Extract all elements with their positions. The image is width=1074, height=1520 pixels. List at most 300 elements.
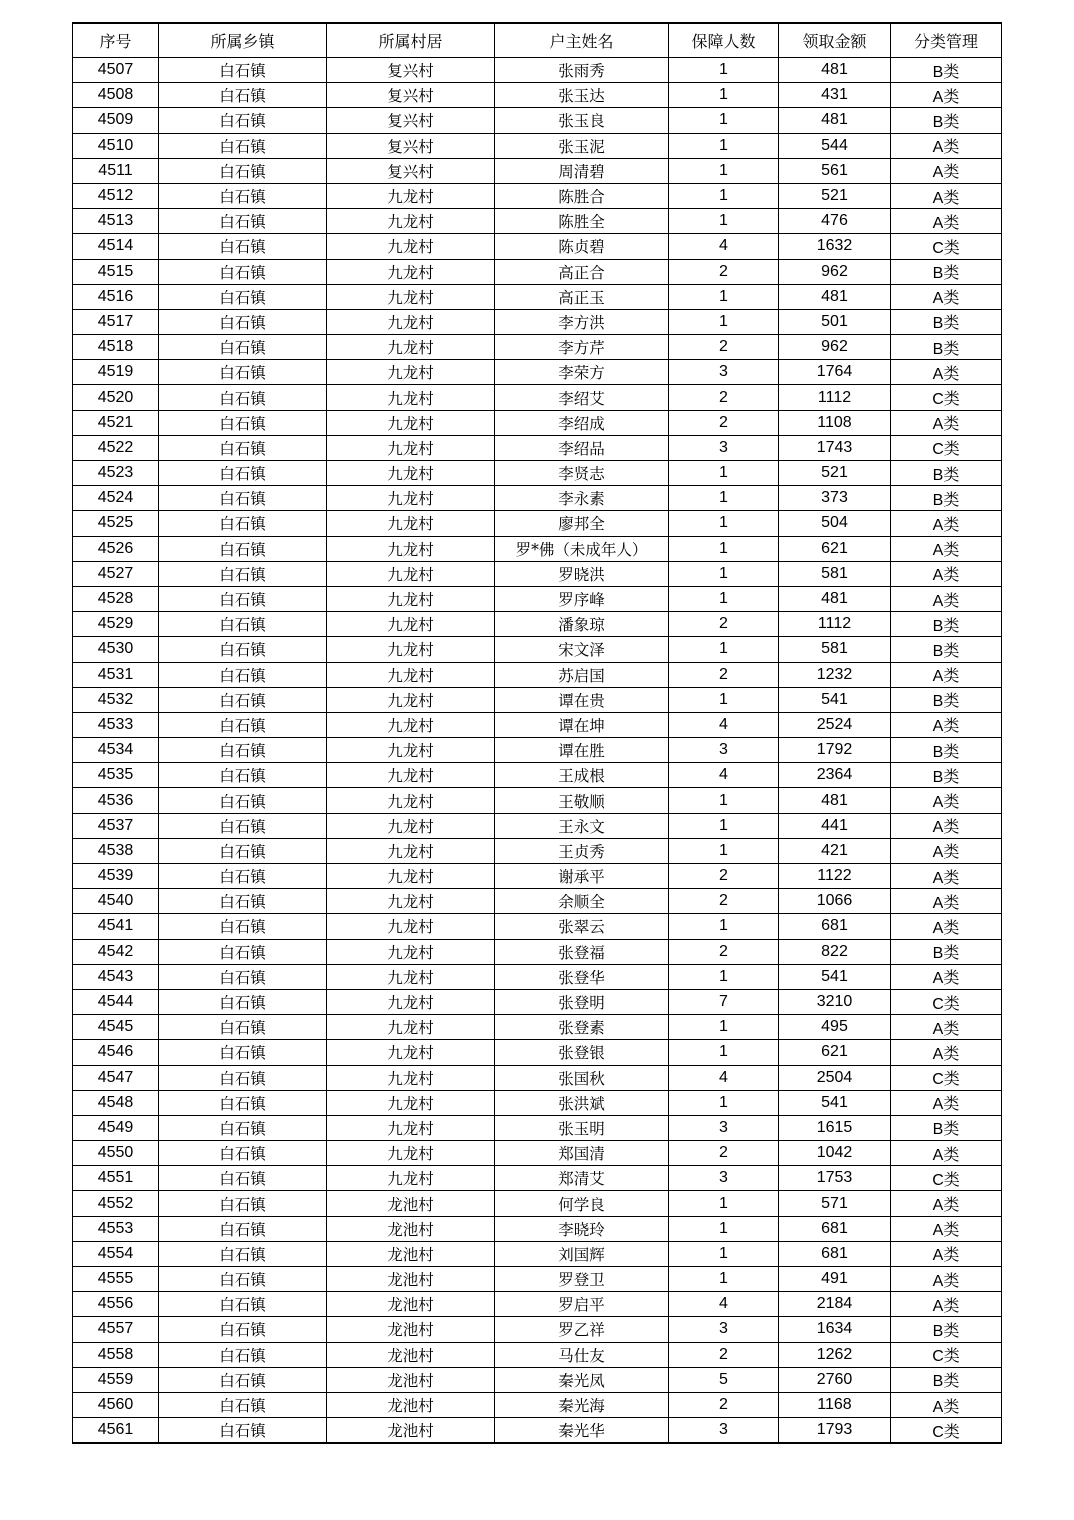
serial-number-cell: 4556 — [73, 1292, 159, 1317]
category-cell: C类 — [891, 435, 1002, 460]
assistance-roster-table — [72, 22, 1002, 1444]
covered-persons-cell: 1 — [669, 183, 779, 208]
township-cell: 白石镇 — [159, 1040, 327, 1065]
township-cell: 白石镇 — [159, 1191, 327, 1216]
serial-number-cell: 4532 — [73, 687, 159, 712]
covered-persons-cell: 4 — [669, 763, 779, 788]
township-cell: 白石镇 — [159, 58, 327, 83]
table-row — [73, 209, 1002, 234]
category-cell: A类 — [891, 1392, 1002, 1417]
village-cell: 九龙村 — [327, 183, 495, 208]
township-cell: 白石镇 — [159, 914, 327, 939]
township-cell: 白石镇 — [159, 410, 327, 435]
table-row — [73, 889, 1002, 914]
township-cell: 白石镇 — [159, 1367, 327, 1392]
householder-name-cell: 廖邦全 — [495, 511, 669, 536]
township-cell: 白石镇 — [159, 1267, 327, 1292]
table-row — [73, 712, 1002, 737]
category-cell: A类 — [891, 284, 1002, 309]
township-cell: 白石镇 — [159, 1216, 327, 1241]
township-cell: 白石镇 — [159, 889, 327, 914]
township-cell: 白石镇 — [159, 83, 327, 108]
township-cell: 白石镇 — [159, 662, 327, 687]
category-cell: B类 — [891, 1367, 1002, 1392]
householder-name-cell: 张翠云 — [495, 914, 669, 939]
township-cell: 白石镇 — [159, 536, 327, 561]
amount-cell: 481 — [779, 108, 891, 133]
amount-cell: 1108 — [779, 410, 891, 435]
householder-name-cell: 张洪斌 — [495, 1090, 669, 1115]
category-cell: A类 — [891, 1015, 1002, 1040]
covered-persons-cell: 1 — [669, 1267, 779, 1292]
township-cell: 白石镇 — [159, 284, 327, 309]
category-cell: A类 — [891, 183, 1002, 208]
serial-number-cell: 4537 — [73, 813, 159, 838]
amount-cell: 1112 — [779, 385, 891, 410]
serial-number-cell: 4520 — [73, 385, 159, 410]
householder-name-cell: 余顺全 — [495, 889, 669, 914]
village-cell: 龙池村 — [327, 1342, 495, 1367]
serial-number-cell: 4521 — [73, 410, 159, 435]
table-header — [73, 23, 1002, 58]
covered-persons-cell: 1 — [669, 1040, 779, 1065]
village-cell: 九龙村 — [327, 813, 495, 838]
householder-name-cell: 何学良 — [495, 1191, 669, 1216]
amount-cell: 822 — [779, 939, 891, 964]
village-cell: 九龙村 — [327, 964, 495, 989]
amount-cell: 561 — [779, 158, 891, 183]
amount-cell: 481 — [779, 586, 891, 611]
amount-cell: 581 — [779, 561, 891, 586]
serial-number-cell: 4525 — [73, 511, 159, 536]
township-cell: 白石镇 — [159, 1065, 327, 1090]
serial-number-cell: 4522 — [73, 435, 159, 460]
serial-number-cell: 4545 — [73, 1015, 159, 1040]
amount-cell: 1168 — [779, 1392, 891, 1417]
householder-name-cell: 秦光海 — [495, 1392, 669, 1417]
category-cell: B类 — [891, 259, 1002, 284]
covered-persons-cell: 1 — [669, 1191, 779, 1216]
covered-persons-cell: 3 — [669, 435, 779, 460]
village-cell: 九龙村 — [327, 209, 495, 234]
amount-cell: 501 — [779, 309, 891, 334]
amount-cell: 481 — [779, 788, 891, 813]
category-cell: A类 — [891, 838, 1002, 863]
village-cell: 复兴村 — [327, 158, 495, 183]
amount-cell: 521 — [779, 183, 891, 208]
category-cell: A类 — [891, 410, 1002, 435]
householder-name-cell: 张登素 — [495, 1015, 669, 1040]
table-row — [73, 637, 1002, 662]
table-row — [73, 158, 1002, 183]
category-cell: A类 — [891, 561, 1002, 586]
covered-persons-cell: 4 — [669, 234, 779, 259]
amount-cell: 681 — [779, 1216, 891, 1241]
amount-cell: 621 — [779, 1040, 891, 1065]
amount-cell: 1615 — [779, 1115, 891, 1140]
category-cell: C类 — [891, 1166, 1002, 1191]
amount-cell: 1066 — [779, 889, 891, 914]
amount-cell: 1122 — [779, 864, 891, 889]
householder-name-cell: 马仕友 — [495, 1342, 669, 1367]
township-cell: 白石镇 — [159, 435, 327, 460]
covered-persons-cell: 2 — [669, 864, 779, 889]
table-row — [73, 1317, 1002, 1342]
covered-persons-cell: 3 — [669, 1418, 779, 1444]
householder-name-cell: 李永素 — [495, 486, 669, 511]
amount-cell: 491 — [779, 1267, 891, 1292]
amount-cell: 1042 — [779, 1141, 891, 1166]
table-row — [73, 536, 1002, 561]
village-cell: 九龙村 — [327, 1115, 495, 1140]
amount-cell: 3210 — [779, 989, 891, 1014]
category-cell: B类 — [891, 738, 1002, 763]
township-cell: 白石镇 — [159, 763, 327, 788]
header-category: 分类管理 — [891, 23, 1002, 58]
householder-name-cell: 王成根 — [495, 763, 669, 788]
serial-number-cell: 4515 — [73, 259, 159, 284]
covered-persons-cell: 5 — [669, 1367, 779, 1392]
table-row — [73, 234, 1002, 259]
township-cell: 白石镇 — [159, 259, 327, 284]
householder-name-cell: 王敬顺 — [495, 788, 669, 813]
township-cell: 白石镇 — [159, 1115, 327, 1140]
householder-name-cell: 张玉明 — [495, 1115, 669, 1140]
category-cell: B类 — [891, 939, 1002, 964]
serial-number-cell: 4561 — [73, 1418, 159, 1444]
village-cell: 九龙村 — [327, 410, 495, 435]
township-cell: 白石镇 — [159, 511, 327, 536]
village-cell: 九龙村 — [327, 687, 495, 712]
householder-name-cell: 罗晓洪 — [495, 561, 669, 586]
table-row — [73, 738, 1002, 763]
township-cell: 白石镇 — [159, 108, 327, 133]
amount-cell: 441 — [779, 813, 891, 838]
covered-persons-cell: 1 — [669, 637, 779, 662]
township-cell: 白石镇 — [159, 989, 327, 1014]
covered-persons-cell: 2 — [669, 385, 779, 410]
amount-cell: 581 — [779, 637, 891, 662]
table-row — [73, 914, 1002, 939]
covered-persons-cell: 1 — [669, 284, 779, 309]
serial-number-cell: 4530 — [73, 637, 159, 662]
householder-name-cell: 张国秋 — [495, 1065, 669, 1090]
householder-name-cell: 罗*佛（未成年人） — [495, 536, 669, 561]
amount-cell: 495 — [779, 1015, 891, 1040]
category-cell: A类 — [891, 536, 1002, 561]
serial-number-cell: 4512 — [73, 183, 159, 208]
village-cell: 九龙村 — [327, 1141, 495, 1166]
table-row — [73, 1292, 1002, 1317]
township-cell: 白石镇 — [159, 360, 327, 385]
table-row — [73, 58, 1002, 83]
covered-persons-cell: 3 — [669, 1115, 779, 1140]
householder-name-cell: 罗序峰 — [495, 586, 669, 611]
covered-persons-cell: 1 — [669, 461, 779, 486]
table-row — [73, 1367, 1002, 1392]
householder-name-cell: 谭在坤 — [495, 712, 669, 737]
amount-cell: 2184 — [779, 1292, 891, 1317]
table-row — [73, 183, 1002, 208]
category-cell: A类 — [891, 964, 1002, 989]
serial-number-cell: 4511 — [73, 158, 159, 183]
village-cell: 九龙村 — [327, 385, 495, 410]
serial-number-cell: 4513 — [73, 209, 159, 234]
covered-persons-cell: 2 — [669, 259, 779, 284]
village-cell: 九龙村 — [327, 486, 495, 511]
amount-cell: 541 — [779, 964, 891, 989]
householder-name-cell: 郑清艾 — [495, 1166, 669, 1191]
village-cell: 龙池村 — [327, 1292, 495, 1317]
village-cell: 龙池村 — [327, 1216, 495, 1241]
table-row — [73, 461, 1002, 486]
covered-persons-cell: 2 — [669, 1141, 779, 1166]
table-row — [73, 586, 1002, 611]
amount-cell: 962 — [779, 335, 891, 360]
serial-number-cell: 4528 — [73, 586, 159, 611]
category-cell: B类 — [891, 612, 1002, 637]
serial-number-cell: 4542 — [73, 939, 159, 964]
covered-persons-cell: 1 — [669, 813, 779, 838]
covered-persons-cell: 2 — [669, 1342, 779, 1367]
category-cell: B类 — [891, 309, 1002, 334]
table-row — [73, 1418, 1002, 1444]
category-cell: A类 — [891, 133, 1002, 158]
township-cell: 白石镇 — [159, 309, 327, 334]
township-cell: 白石镇 — [159, 385, 327, 410]
header-covered-persons: 保障人数 — [669, 23, 779, 58]
table-row — [73, 1191, 1002, 1216]
category-cell: A类 — [891, 158, 1002, 183]
village-cell: 九龙村 — [327, 1040, 495, 1065]
serial-number-cell: 4546 — [73, 1040, 159, 1065]
village-cell: 复兴村 — [327, 58, 495, 83]
village-cell: 龙池村 — [327, 1418, 495, 1444]
covered-persons-cell: 1 — [669, 1241, 779, 1266]
township-cell: 白石镇 — [159, 209, 327, 234]
serial-number-cell: 4535 — [73, 763, 159, 788]
serial-number-cell: 4529 — [73, 612, 159, 637]
table-row — [73, 435, 1002, 460]
covered-persons-cell: 2 — [669, 1392, 779, 1417]
serial-number-cell: 4507 — [73, 58, 159, 83]
table-row — [73, 1141, 1002, 1166]
village-cell: 九龙村 — [327, 536, 495, 561]
table-row — [73, 410, 1002, 435]
serial-number-cell: 4523 — [73, 461, 159, 486]
covered-persons-cell: 3 — [669, 738, 779, 763]
amount-cell: 571 — [779, 1191, 891, 1216]
village-cell: 龙池村 — [327, 1392, 495, 1417]
amount-cell: 621 — [779, 536, 891, 561]
covered-persons-cell: 1 — [669, 133, 779, 158]
category-cell: B类 — [891, 108, 1002, 133]
village-cell: 龙池村 — [327, 1367, 495, 1392]
village-cell: 九龙村 — [327, 838, 495, 863]
table-row — [73, 360, 1002, 385]
covered-persons-cell: 1 — [669, 83, 779, 108]
table-row — [73, 1267, 1002, 1292]
covered-persons-cell: 1 — [669, 486, 779, 511]
amount-cell: 1262 — [779, 1342, 891, 1367]
householder-name-cell: 谭在贵 — [495, 687, 669, 712]
covered-persons-cell: 1 — [669, 1216, 779, 1241]
covered-persons-cell: 3 — [669, 1166, 779, 1191]
covered-persons-cell: 3 — [669, 1317, 779, 1342]
householder-name-cell: 宋文泽 — [495, 637, 669, 662]
serial-number-cell: 4553 — [73, 1216, 159, 1241]
category-cell: C类 — [891, 385, 1002, 410]
township-cell: 白石镇 — [159, 183, 327, 208]
amount-cell: 1793 — [779, 1418, 891, 1444]
category-cell: C类 — [891, 1065, 1002, 1090]
category-cell: B类 — [891, 486, 1002, 511]
householder-name-cell: 罗启平 — [495, 1292, 669, 1317]
table-row — [73, 561, 1002, 586]
township-cell: 白石镇 — [159, 788, 327, 813]
householder-name-cell: 罗登卫 — [495, 1267, 669, 1292]
amount-cell: 504 — [779, 511, 891, 536]
category-cell: C类 — [891, 1418, 1002, 1444]
township-cell: 白石镇 — [159, 158, 327, 183]
township-cell: 白石镇 — [159, 838, 327, 863]
township-cell: 白石镇 — [159, 461, 327, 486]
covered-persons-cell: 1 — [669, 964, 779, 989]
table-row — [73, 1115, 1002, 1140]
amount-cell: 1764 — [779, 360, 891, 385]
township-cell: 白石镇 — [159, 1392, 327, 1417]
covered-persons-cell: 1 — [669, 511, 779, 536]
serial-number-cell: 4550 — [73, 1141, 159, 1166]
table-row — [73, 838, 1002, 863]
householder-name-cell: 谭在胜 — [495, 738, 669, 763]
township-cell: 白石镇 — [159, 738, 327, 763]
covered-persons-cell: 1 — [669, 788, 779, 813]
category-cell: C类 — [891, 989, 1002, 1014]
village-cell: 九龙村 — [327, 1015, 495, 1040]
householder-name-cell: 李绍成 — [495, 410, 669, 435]
township-cell: 白石镇 — [159, 637, 327, 662]
village-cell: 龙池村 — [327, 1241, 495, 1266]
village-cell: 九龙村 — [327, 914, 495, 939]
table-row — [73, 133, 1002, 158]
village-cell: 九龙村 — [327, 461, 495, 486]
covered-persons-cell: 3 — [669, 360, 779, 385]
householder-name-cell: 王永文 — [495, 813, 669, 838]
category-cell: B类 — [891, 1317, 1002, 1342]
householder-name-cell: 张玉达 — [495, 83, 669, 108]
covered-persons-cell: 4 — [669, 1292, 779, 1317]
table-row — [73, 864, 1002, 889]
amount-cell: 481 — [779, 284, 891, 309]
table-row — [73, 1040, 1002, 1065]
table-row — [73, 662, 1002, 687]
village-cell: 九龙村 — [327, 939, 495, 964]
table-row — [73, 964, 1002, 989]
householder-name-cell: 张登华 — [495, 964, 669, 989]
serial-number-cell: 4536 — [73, 788, 159, 813]
township-cell: 白石镇 — [159, 1090, 327, 1115]
township-cell: 白石镇 — [159, 234, 327, 259]
serial-number-cell: 4531 — [73, 662, 159, 687]
householder-name-cell: 张登明 — [495, 989, 669, 1014]
village-cell: 九龙村 — [327, 1090, 495, 1115]
serial-number-cell: 4558 — [73, 1342, 159, 1367]
category-cell: C类 — [891, 234, 1002, 259]
village-cell: 九龙村 — [327, 612, 495, 637]
township-cell: 白石镇 — [159, 561, 327, 586]
village-cell: 九龙村 — [327, 763, 495, 788]
serial-number-cell: 4526 — [73, 536, 159, 561]
township-cell: 白石镇 — [159, 687, 327, 712]
covered-persons-cell: 1 — [669, 209, 779, 234]
householder-name-cell: 秦光华 — [495, 1418, 669, 1444]
amount-cell: 962 — [779, 259, 891, 284]
table-row — [73, 385, 1002, 410]
householder-name-cell: 李方洪 — [495, 309, 669, 334]
serial-number-cell: 4514 — [73, 234, 159, 259]
category-cell: A类 — [891, 1191, 1002, 1216]
table-row — [73, 1090, 1002, 1115]
amount-cell: 481 — [779, 58, 891, 83]
covered-persons-cell: 1 — [669, 58, 779, 83]
serial-number-cell: 4549 — [73, 1115, 159, 1140]
serial-number-cell: 4541 — [73, 914, 159, 939]
category-cell: B类 — [891, 58, 1002, 83]
table-row — [73, 1392, 1002, 1417]
serial-number-cell: 4533 — [73, 712, 159, 737]
amount-cell: 431 — [779, 83, 891, 108]
householder-name-cell: 刘国辉 — [495, 1241, 669, 1266]
table-row — [73, 1065, 1002, 1090]
table-row — [73, 1241, 1002, 1266]
category-cell: B类 — [891, 763, 1002, 788]
table-row — [73, 687, 1002, 712]
table-row — [73, 1015, 1002, 1040]
householder-name-cell: 张玉良 — [495, 108, 669, 133]
township-cell: 白石镇 — [159, 335, 327, 360]
serial-number-cell: 4552 — [73, 1191, 159, 1216]
amount-cell: 1753 — [779, 1166, 891, 1191]
category-cell: A类 — [891, 1241, 1002, 1266]
serial-number-cell: 4555 — [73, 1267, 159, 1292]
amount-cell: 1632 — [779, 234, 891, 259]
serial-number-cell: 4544 — [73, 989, 159, 1014]
category-cell: A类 — [891, 1292, 1002, 1317]
village-cell: 九龙村 — [327, 738, 495, 763]
covered-persons-cell: 2 — [669, 889, 779, 914]
amount-cell: 2760 — [779, 1367, 891, 1392]
township-cell: 白石镇 — [159, 586, 327, 611]
amount-cell: 2504 — [779, 1065, 891, 1090]
township-cell: 白石镇 — [159, 939, 327, 964]
township-cell: 白石镇 — [159, 864, 327, 889]
covered-persons-cell: 2 — [669, 410, 779, 435]
township-cell: 白石镇 — [159, 712, 327, 737]
householder-name-cell: 张雨秀 — [495, 58, 669, 83]
serial-number-cell: 4554 — [73, 1241, 159, 1266]
township-cell: 白石镇 — [159, 1015, 327, 1040]
village-cell: 龙池村 — [327, 1191, 495, 1216]
header-householder-name: 户主姓名 — [495, 23, 669, 58]
amount-cell: 521 — [779, 461, 891, 486]
township-cell: 白石镇 — [159, 1418, 327, 1444]
category-cell: B类 — [891, 687, 1002, 712]
village-cell: 九龙村 — [327, 511, 495, 536]
category-cell: C类 — [891, 1342, 1002, 1367]
table-body — [73, 58, 1002, 1444]
table-row — [73, 939, 1002, 964]
